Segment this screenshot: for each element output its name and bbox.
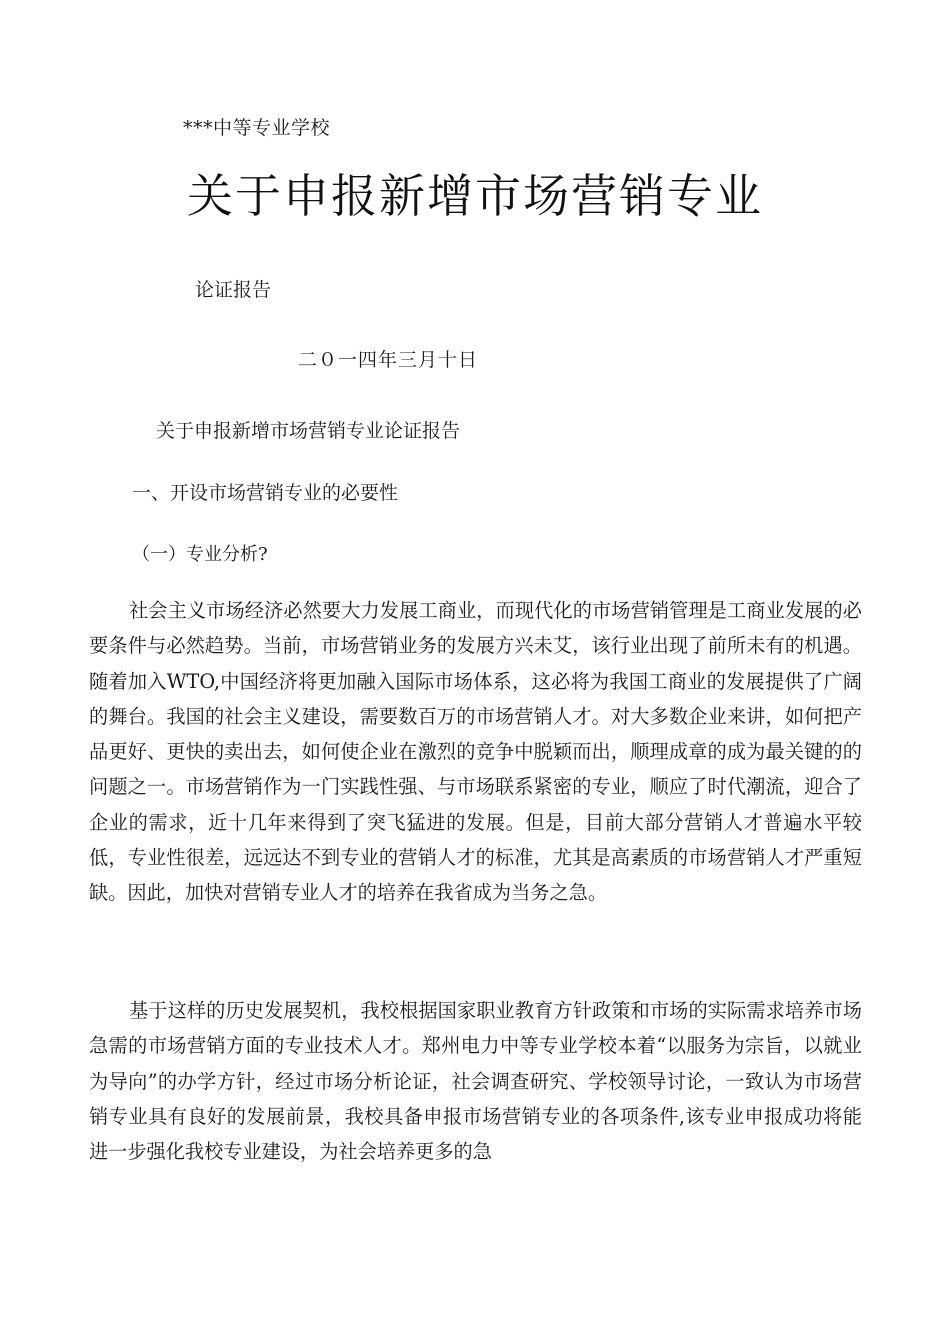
body-paragraph: 社会主义市场经济必然要大力发展工商业，而现代化的市场营销管理是工商业发展的必要条件与必然趋势。当前，市场营销业务的发展方兴未艾，该行业出现了前所未有的机遇。随着加入WTO,中国经济将更加融入国际市场体系，这必将为我国工商业的发展提供了广阔的舞台。我国的社会主义建设，需要数百万的市场营销人才。对大多数企业来讲，如何把产品更好、更快的卖出去，如何使企业在激烈的竞争中脱颖而出，顺理成章的成为最关键的的问题之一。市场营销作为一门实践性强、与市场联系紧密的专业，顺应了时代潮流，迎合了企业的需求，近十几年来得到了突飞猛进的发展。但是，目前大部分营销人才普遍水平较低，专业性很差，远远达不到专业的营销人才的标准，尤其是高素质的市场营销人才严重短缺。因此，加快对营销专业人才的培养在我省成为当务之急。 (89, 599, 862, 905)
section-heading: 一、开设市场营销专业的必要性 (132, 482, 399, 504)
subsection-heading: （一）专业分析? (132, 544, 268, 565)
main-title: 关于申报新增市场营销专业 (187, 169, 763, 223)
document-date: 二０一四年三月十日 (298, 349, 479, 371)
body-paragraph: 基于这样的历史发展契机，我校根据国家职业教育方针政策和市场的实际需求培养市场急需的市场营销方面的专业技术人才。郑州电力中等专业学校本着“以服务为宗旨，以就业为导向”的办学方针，经过市场分析论证，社会调查研究、学校领导讨论，一致认为市场营销专业具有良好的发展前景，我校具备申报市场营销专业的各项条件,该专业申报成功将能进一步强化我校专业建设，为社会培养更多的急 (89, 999, 862, 1164)
school-name: ***中等专业学校 (183, 117, 331, 139)
report-title: 关于申报新增市场营销专业论证报告 (156, 420, 461, 442)
subtitle: 论证报告 (195, 279, 272, 301)
